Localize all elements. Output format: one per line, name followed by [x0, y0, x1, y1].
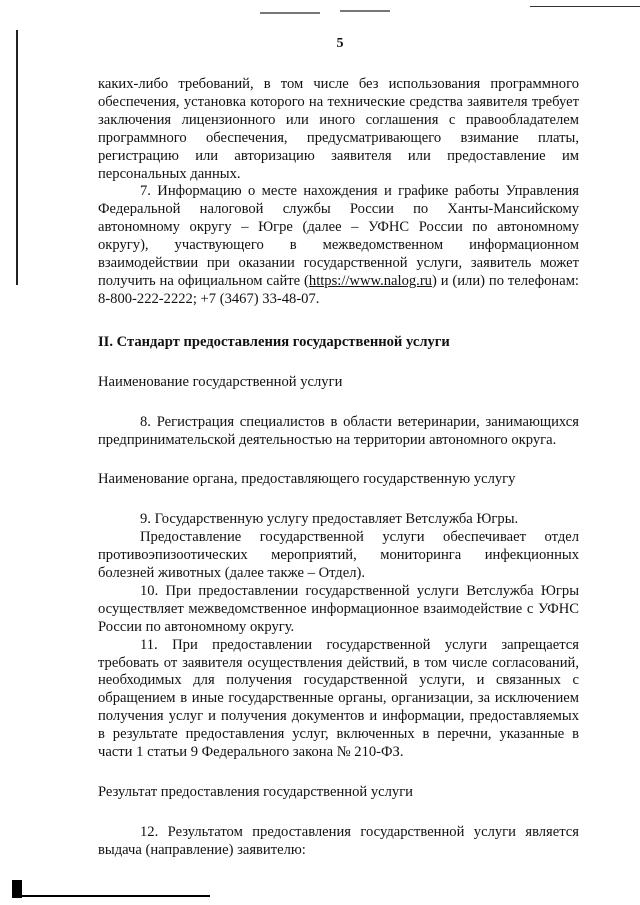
paragraph-9: 9. Государственную услугу предоставляет Ветслужба Югры. — [140, 511, 519, 528]
subheading-result: Результат предоставления государственной услуги — [98, 784, 413, 800]
nalog-link[interactable]: https://www.nalog.ru — [308, 272, 432, 289]
document-body — [98, 76, 579, 860]
paragraph-continuation: каких-либо требований, в том числе без использования программного обеспечения, установка которого на технические средства заявителя требует заключения лицензионного или иного соглашения с правообладателем программного обеспечения, предусматривающего взимание платы, регистрацию или авторизацию заявителя или предоставление им персональных данных. — [98, 76, 579, 182]
scan-artifact-line — [530, 6, 640, 7]
paragraph-9b: Предоставление государственной услуги обеспечивает отдел противоэпизоотических мероприятий, мониторинга инфекционных болезней животных (далее также – Отдел). — [98, 529, 579, 582]
paragraph-7 — [98, 183, 579, 308]
paragraph-11: 11. При предоставлении государственной услуги запрещается требовать от заявителя осуществления действий, в том числе согласований, необходимых для получения государственной услуги, и связанных с обращением в иные государственные органы, организации, за исключением получения услуг и получения документов и информации, предоставляемых в результате предоставления услуг, включенных в перечни, указанные в части 1 статьи 9 Федерального закона № 210-ФЗ. — [98, 636, 579, 761]
section-title: II. Стандарт предоставления государственной услуги — [98, 333, 450, 350]
scan-artifact-marks — [250, 8, 410, 22]
paragraph-12: 12. Результатом предоставления государственной услуги является выдача (направление) заявителю: — [98, 823, 579, 858]
paragraph-10: 10. При предоставлении государственной услуги Ветслужба Югры осуществляет межведомственное информационное взаимодействие с УФНС России по автономному округу. — [98, 582, 579, 635]
left-margin-line — [16, 30, 18, 285]
paragraph-8: 8. Регистрация специалистов в области ветеринарии, занимающихся предпринимательской деятельностью на территории автономного округа. — [98, 413, 579, 448]
paragraph-7-text-a: 7. Информацию о месте нахождения и графике работы Управления Федеральной налоговой службы России по Ханты-Мансийскому автономному округу – Югре (далее – УФНС России по автономному округу), участвующего в межведомственном информационном взаимодействии при оказании государственной услуги, заявитель может получить на официальном сайте ( — [98, 183, 579, 289]
subheading-service-name: Наименование государственной услуги — [98, 373, 343, 390]
scan-artifact-bottom-line — [20, 895, 210, 897]
subheading-organ: Наименование органа, предоставляющего государственную услугу — [98, 471, 516, 488]
paragraph-7-text-b: ) и (или) по телефонам: 8-800-222-2222; +7 (3467) 33-48-07. — [98, 272, 579, 307]
page-number: 5 — [336, 36, 344, 51]
